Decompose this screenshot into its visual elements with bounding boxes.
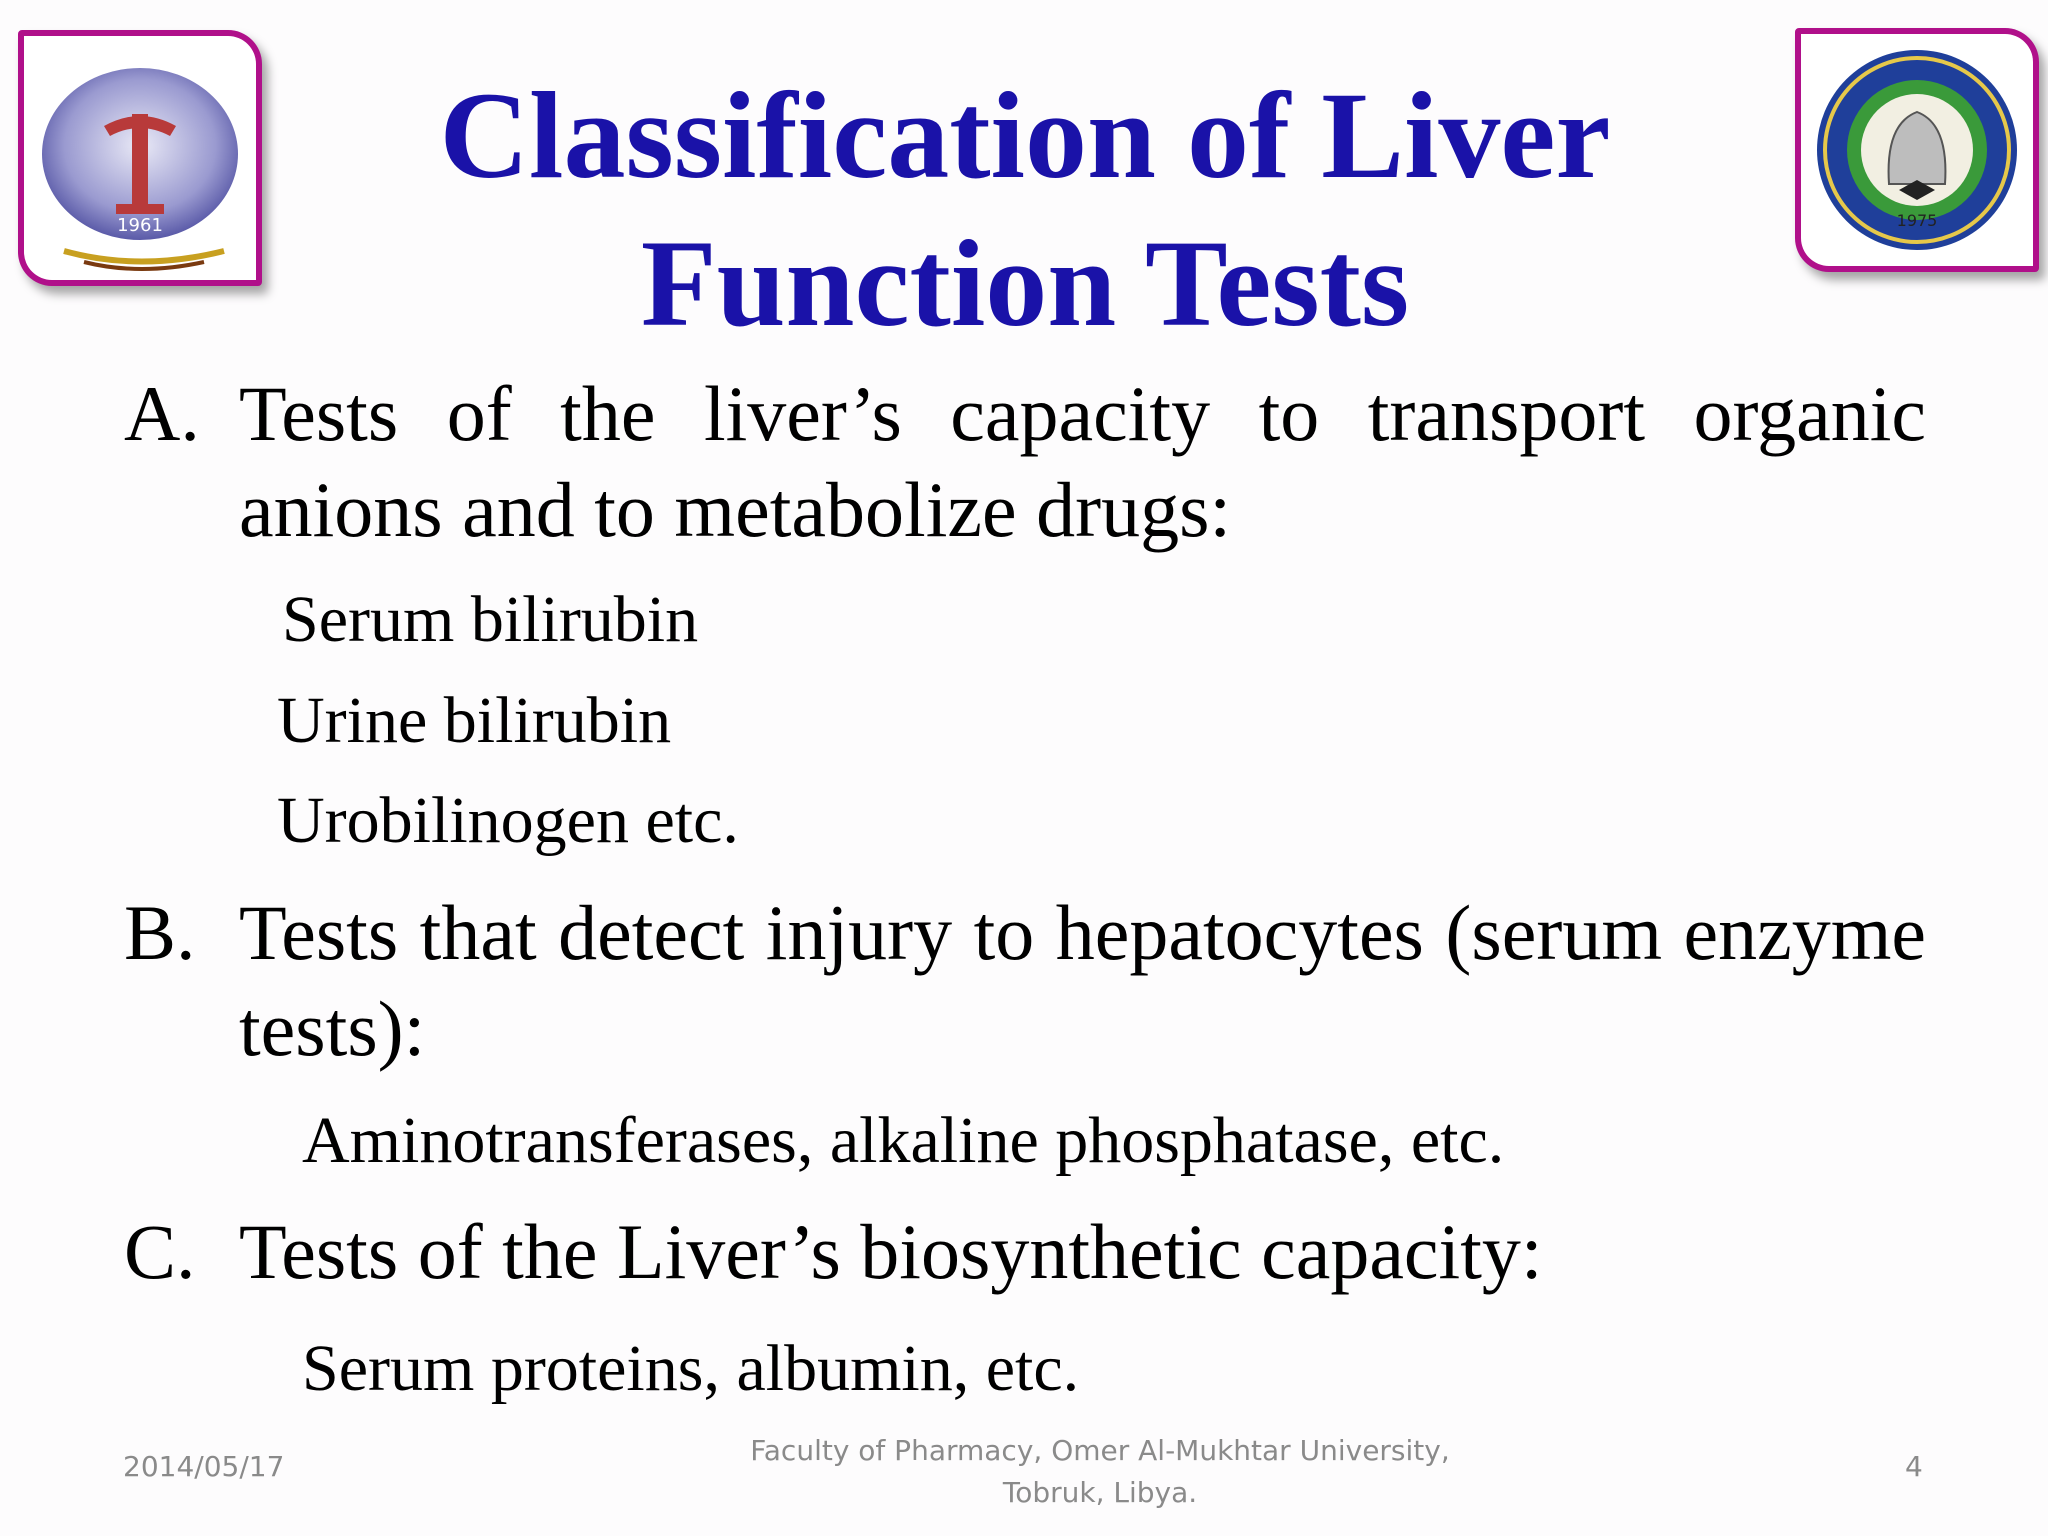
section-a xyxy=(124,366,1926,558)
university-seal-icon xyxy=(1801,34,2033,266)
footer-institution-line-1: Faculty of Pharmacy, Omer Al-Mukhtar University, xyxy=(750,1434,1450,1467)
footer-date: 2014/05/17 xyxy=(123,1450,285,1483)
svg-text:1975: 1975 xyxy=(1896,211,1938,230)
slide-title-line-2: Function Tests xyxy=(640,215,1410,352)
section-b-text: Tests that detect injury to hepatocytes (serum enzyme tests): xyxy=(239,889,1926,1072)
section-b-letter: B. xyxy=(124,889,196,976)
university-seal xyxy=(1795,28,2039,272)
section-c xyxy=(124,1204,1926,1300)
section-c-subitem-1: Serum proteins, albumin, etc. xyxy=(302,1332,1080,1405)
svg-text:1961: 1961 xyxy=(117,215,163,236)
section-a-subitem-2: Urine bilirubin xyxy=(277,684,672,757)
footer-institution xyxy=(700,1430,1500,1514)
slide-title-line-1: Classification of Liver xyxy=(439,67,1611,204)
slide-title xyxy=(260,62,1790,358)
section-a-text: Tests of the liver’s capacity to transport organic anions and to metabolize drugs: xyxy=(239,370,1926,553)
footer-institution-line-2: Tobruk, Libya. xyxy=(1002,1476,1198,1509)
section-c-letter: C. xyxy=(124,1208,196,1295)
section-a-letter: A. xyxy=(124,370,200,457)
footer-page-number: 4 xyxy=(1905,1450,1923,1483)
section-b xyxy=(124,885,1926,1077)
faculty-logo-icon xyxy=(24,36,256,280)
section-c-text: Tests of the Liver’s biosynthetic capacity: xyxy=(239,1208,1543,1295)
section-a-subitem-1: Serum bilirubin xyxy=(282,583,699,656)
section-b-subitem-1: Aminotransferases, alkaline phosphatase, etc. xyxy=(302,1104,1505,1177)
faculty-logo xyxy=(18,30,262,286)
section-a-subitem-3: Urobilinogen etc. xyxy=(277,784,739,857)
